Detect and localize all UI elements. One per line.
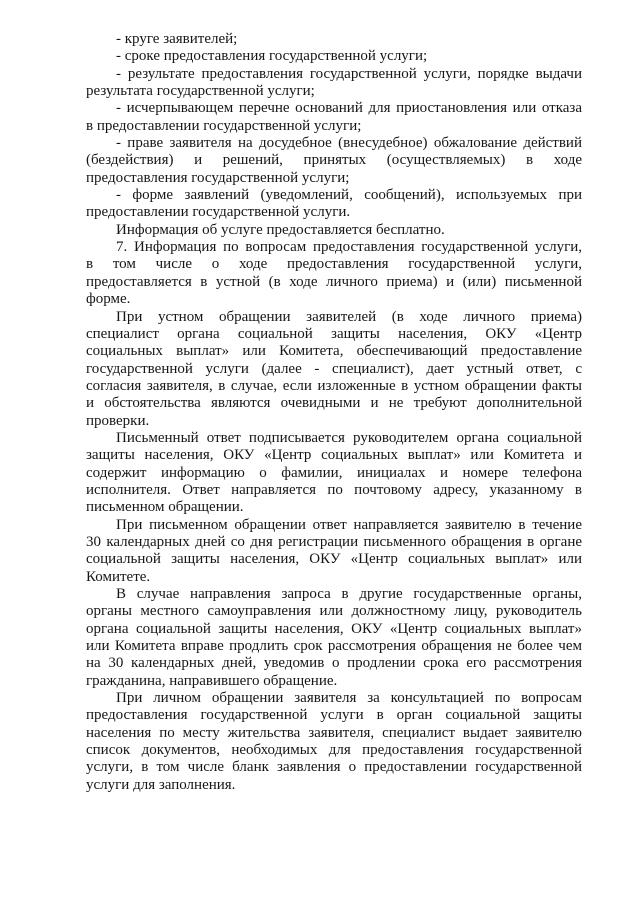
list-item: [86, 48, 582, 65]
text-line: - сроке предоставления государственной услуги;: [116, 48, 428, 65]
text-line: социальной защиты населения, ОКУ «Центр социальных выплат» или: [86, 551, 582, 568]
paragraph: [86, 690, 582, 794]
paragraph: [86, 517, 582, 586]
text-line: согласия заявителя, в случае, если изложенные в устном обращении факты: [86, 377, 582, 394]
text-line: форме.: [86, 291, 131, 308]
text-line: предоставления государственной услуги;: [86, 169, 350, 186]
text-line: Письменный ответ подписывается руководителем органа социальной: [116, 429, 582, 446]
list-item: [86, 100, 582, 135]
text-line: - праве заявителя на досудебное (внесудебное) обжалование действий: [116, 135, 582, 152]
paragraph: [86, 430, 582, 517]
text-line: При письменном обращении ответ направляется заявителю в течение: [116, 516, 582, 533]
text-line: услуги, в том числе бланк заявления о предоставлении государственной: [86, 759, 582, 776]
text-line: населения по месту жительства заявителя, специалист выдает заявителю: [86, 724, 582, 741]
list-item: [86, 31, 582, 48]
list-item: [86, 66, 582, 101]
text-line: специалист органа социальной защиты населения, ОКУ «Центр: [86, 325, 582, 342]
text-line: в предоставлении государственной услуги;: [86, 117, 362, 134]
text-line: - результате предоставления государственной услуги, порядке выдачи: [116, 65, 582, 82]
paragraph: [86, 309, 582, 430]
text-line: 7. Информация по вопросам предоставления государственной услуги,: [116, 239, 582, 256]
text-line: проверки.: [86, 412, 150, 429]
text-line: исполнителя. Ответ направляется по почтовому адресу, указанному в: [86, 481, 582, 498]
text-line: 30 календарных дней со дня регистрации письменного обращения в органе: [86, 533, 582, 550]
text-line: - круге заявителей;: [116, 31, 238, 47]
text-line: предоставления государственной услуги в орган социальной защиты: [86, 707, 582, 724]
paragraph: [86, 586, 582, 690]
document-body: [86, 31, 582, 794]
text-line: список документов, необходимых для предоставления государственной: [86, 742, 582, 759]
text-line: содержит информацию о фамилии, инициалах и номере телефона: [86, 464, 582, 481]
list-item: [86, 135, 582, 187]
text-line: гражданина, направившего обращение.: [86, 672, 338, 689]
text-line: и обстоятельства являются очевидными и не требуют дополнительной: [86, 395, 582, 412]
text-line: письменном обращении.: [86, 499, 244, 516]
text-line: При устном обращении заявителей (в ходе личного приема): [116, 308, 582, 325]
text-line: в том числе о ходе предоставления государственной услуги,: [86, 256, 582, 273]
numbered-paragraph: [86, 239, 582, 308]
text-line: или Комитета вправе продлить срок рассмотрения обращения не более чем: [86, 638, 582, 655]
text-line: Информация об услуге предоставляется бесплатно.: [116, 221, 445, 238]
text-line: При личном обращении заявителя за консультацией по вопросам: [116, 690, 582, 707]
text-line: социальных выплат» или Комитета, обеспечивающий предоставление: [86, 343, 582, 360]
text-line: на 30 календарных дней, уведомив о продлении срока его рассмотрения: [86, 655, 582, 672]
text-line: услуги для заполнения.: [86, 776, 236, 793]
text-line: (бездействия) и решений, принятых (осуществляемых) в ходе: [86, 152, 582, 169]
list-item: [86, 187, 582, 222]
text-line: Комитете.: [86, 568, 151, 585]
paragraph: [86, 222, 582, 239]
text-line: - исчерпывающем перечне оснований для приостановления или отказа: [116, 100, 582, 117]
text-line: предоставлении государственной услуги.: [86, 204, 351, 221]
text-line: предоставляется в устной (в ходе личного приема) и (или) письменной: [86, 273, 582, 290]
text-line: защиты населения, ОКУ «Центр социальных выплат» или Комитета и: [86, 447, 582, 464]
text-line: органа социальной защиты населения, ОКУ «Центр социальных выплат»: [86, 620, 582, 637]
text-line: органы местного самоуправления или должностному лицу, руководитель: [86, 603, 582, 620]
text-line: - форме заявлений (уведомлений, сообщений), используемых при: [116, 187, 582, 204]
text-line: В случае направления запроса в другие государственные органы,: [116, 586, 582, 602]
text-line: государственной услуги (далее - специалист), дает устный ответ, с: [86, 360, 582, 377]
text-line: результата государственной услуги;: [86, 83, 315, 100]
